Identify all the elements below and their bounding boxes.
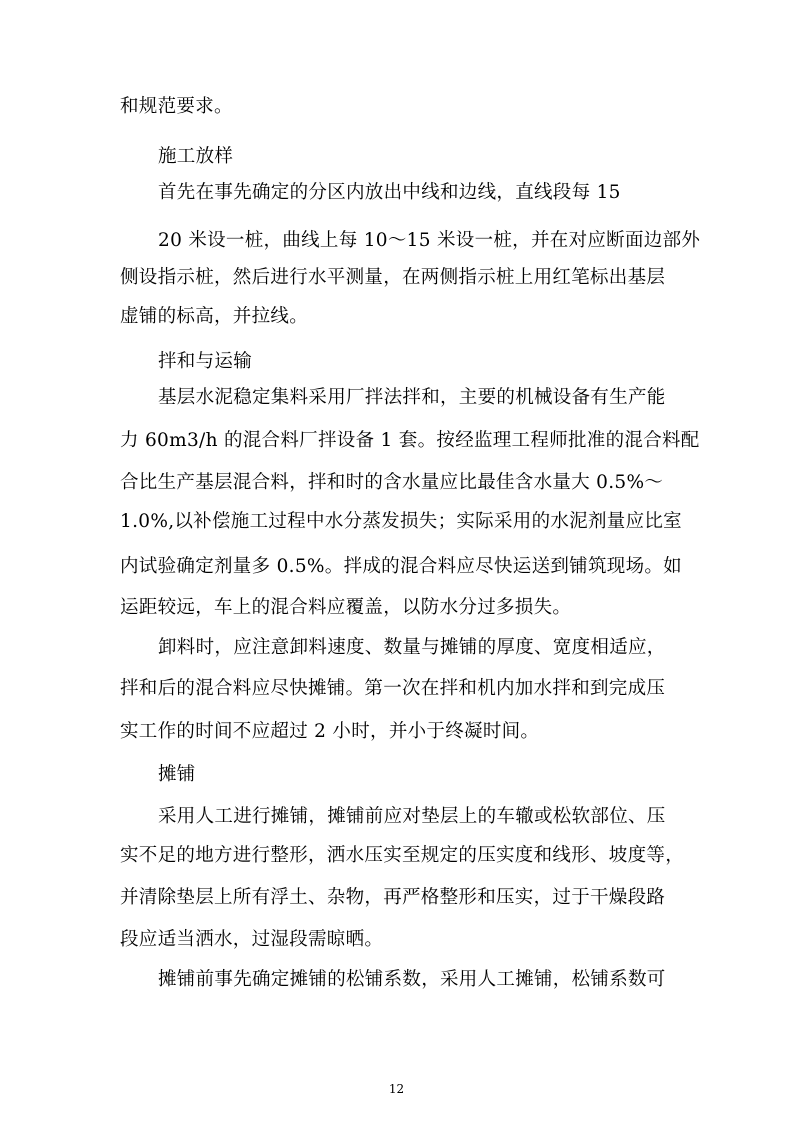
body-line: 力 60m3/h 的混合料厂拌设备 1 套。按经监理工程师批准的混合料配 [120, 430, 700, 451]
body-line: 实工作的时间不应超过 2 小时，并小于终凝时间。 [120, 721, 540, 742]
section-heading-mixing: 拌和与运输 [158, 351, 253, 372]
body-line: 和规范要求。 [120, 96, 233, 117]
body-line: 内试验确定剂量多 0.5%。拌成的混合料应尽快运送到铺筑现场。如 [120, 556, 682, 577]
body-line: 实不足的地方进行整形，洒水压实至规定的压实度和线形、坡度等， [120, 845, 685, 866]
body-line: 虚铺的标高，并拉线。 [120, 306, 309, 327]
body-line: 段应适当洒水，过湿段需晾晒。 [120, 929, 384, 950]
section-heading-layout: 施工放样 [158, 146, 234, 167]
body-line: 首先在事先确定的分区内放出中线和边线，直线段每 15 [158, 182, 621, 203]
body-line: 拌和后的混合料应尽快摊铺。第一次在拌和机内加水拌和到完成压 [120, 678, 666, 699]
body-line: 合比生产基层混合料，拌和时的含水量应比最佳含水量大 0.5%～ [120, 472, 664, 493]
body-line: 卸料时，应注意卸料速度、数量与摊铺的厚度、宽度相适应， [158, 637, 666, 658]
section-heading-paving: 摊铺 [158, 764, 196, 785]
body-line: 运距较远，车上的混合料应覆盖，以防水分过多损失。 [120, 597, 572, 618]
body-line: 采用人工进行摊铺，摊铺前应对垫层上的车辙或松软部位、压 [158, 806, 666, 827]
body-line: 侧设指示桩，然后进行水平测量，在两侧指示桩上用红笔标出基层 [120, 267, 666, 288]
page-number: 12 [388, 1082, 405, 1096]
body-line: 20 米设一桩，曲线上每 10～15 米设一桩，并在对应断面边部外 [158, 230, 701, 251]
body-line: 并清除垫层上所有浮土、杂物，再严格整形和压实，过于干燥段路 [120, 887, 666, 908]
body-line: 1.0%,以补偿施工过程中水分蒸发损失；实际采用的水泥剂量应比室 [120, 511, 682, 532]
body-line: 摊铺前事先确定摊铺的松铺系数，采用人工摊铺，松铺系数可 [158, 969, 666, 990]
body-line: 基层水泥稳定集料采用厂拌法拌和，主要的机械设备有生产能 [158, 387, 666, 408]
